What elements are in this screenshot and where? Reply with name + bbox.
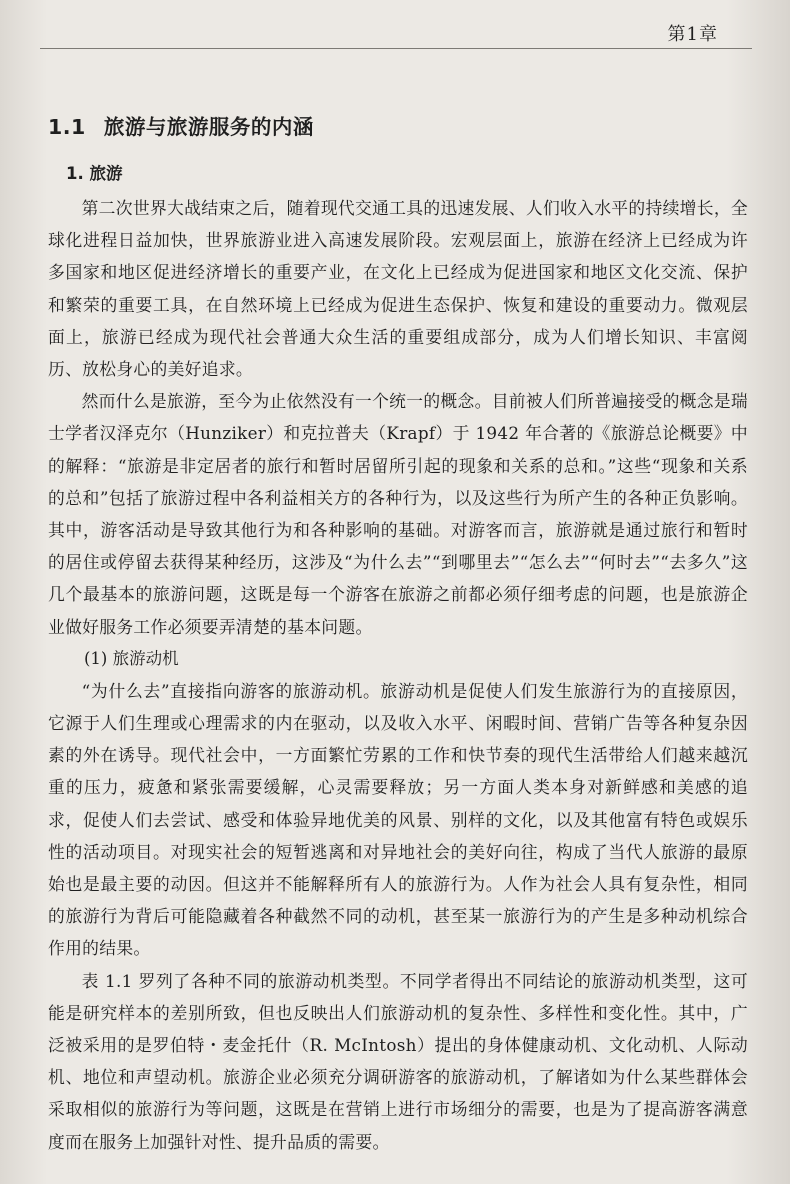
paragraph-2: 然而什么是旅游，至今为止依然没有一个统一的概念。目前被人们所普遍接受的概念是瑞士学者汉泽克尔（Hunziker）和克拉普夫（Krapf）于 1942 年合著的《旅游总论概要》中的解释：“旅游是非定居者的旅行和暂时居留所引起的现象和关系的总和。”这些“现象和关系的总和”包括了旅游过程中各利益相关方的各种行为，以及这些行为所产生的各种正负影响。其中，游客活动是导致其他行为和各种影响的基础。对游客而言，旅游就是通过旅行和暂时的居住或停留去获得某种经历，这涉及“为什么去”“到哪里去”“怎么去”“何时去”“去多久”这几个最基本的旅游问题，这既是每一个游客在旅游之前都必须仔细考虑的问题，也是旅游企业做好服务工作必须要弄清楚的基本问题。 bbox=[48, 391, 748, 637]
sub-subsection-heading: (1) 旅游动机 bbox=[84, 648, 179, 668]
section-title bbox=[48, 110, 748, 140]
paragraph-4: 表 1.1 罗列了各种不同的旅游动机类型。不同学者得出不同结论的旅游动机类型，这可能是研究样本的差别所致，但也反映出人们旅游动机的复杂性、多样性和变化性。其中，广泛被采用的是罗伯特・麦金托什（R. McIntosh）提出的身体健康动机、文化动机、人际动机、地位和声望动机。旅游企业必须充分调研游客的旅游动机，了解诸如为什么某些群体会采取相似的旅游行为等问题，这既是在营销上进行市场细分的需要，也是为了提高游客满意度而在服务上加强针对性、提升品质的需要。 bbox=[48, 970, 748, 1152]
paragraph-1: 第二次世界大战结束之后，随着现代交通工具的迅速发展、人们收入水平的持续增长，全球化进程日益加快，世界旅游业进入高速发展阶段。宏观层面上，旅游在经济上已经成为许多国家和地区促进经济增长的重要产业，在文化上已经成为促进国家和地区文化交流、保护和繁荣的重要工具，在自然环境上已经成为促进生态保护、恢复和建设的重要动力。微观层面上，旅游已经成为现代社会普通大众生活的重要组成部分，成为人们增长知识、丰富阅历、放松身心的美好追求。 bbox=[48, 198, 748, 380]
chapter-label: 第1章 bbox=[667, 24, 718, 45]
subsection-heading: 1. 旅游 bbox=[66, 164, 123, 183]
section-title-text: 旅游与旅游服务的内涵 bbox=[103, 115, 314, 139]
page-body bbox=[48, 110, 748, 1158]
header-rule bbox=[40, 48, 752, 49]
paragraph-3: “为什么去”直接指向游客的旅游动机。旅游动机是促使人们发生旅游行为的直接原因，它源于人们生理或心理需求的内在驱动，以及收入水平、闲暇时间、营销广告等各种复杂因素的外在诱导。现代社会中，一方面繁忙劳累的工作和快节奏的现代生活带给人们越来越沉重的压力，疲惫和紧张需要缓解，心灵需要释放；另一方面人类本身对新鲜感和美感的追求，促使人们去尝试、感受和体验异地优美的风景、别样的文化，以及其他富有特色或娱乐性的活动项目。对现实社会的短暂逃离和对异地社会的美好向往，构成了当代人旅游的最原始也是最主要的动因。但这并不能解释所有人的旅游行为。人作为社会人具有复杂性，相同的旅游行为背后可能隐藏着各种截然不同的动机，甚至某一旅游行为的产生是多种动机综合作用的结果。 bbox=[48, 680, 748, 959]
section-number: 1.1 bbox=[48, 115, 86, 139]
